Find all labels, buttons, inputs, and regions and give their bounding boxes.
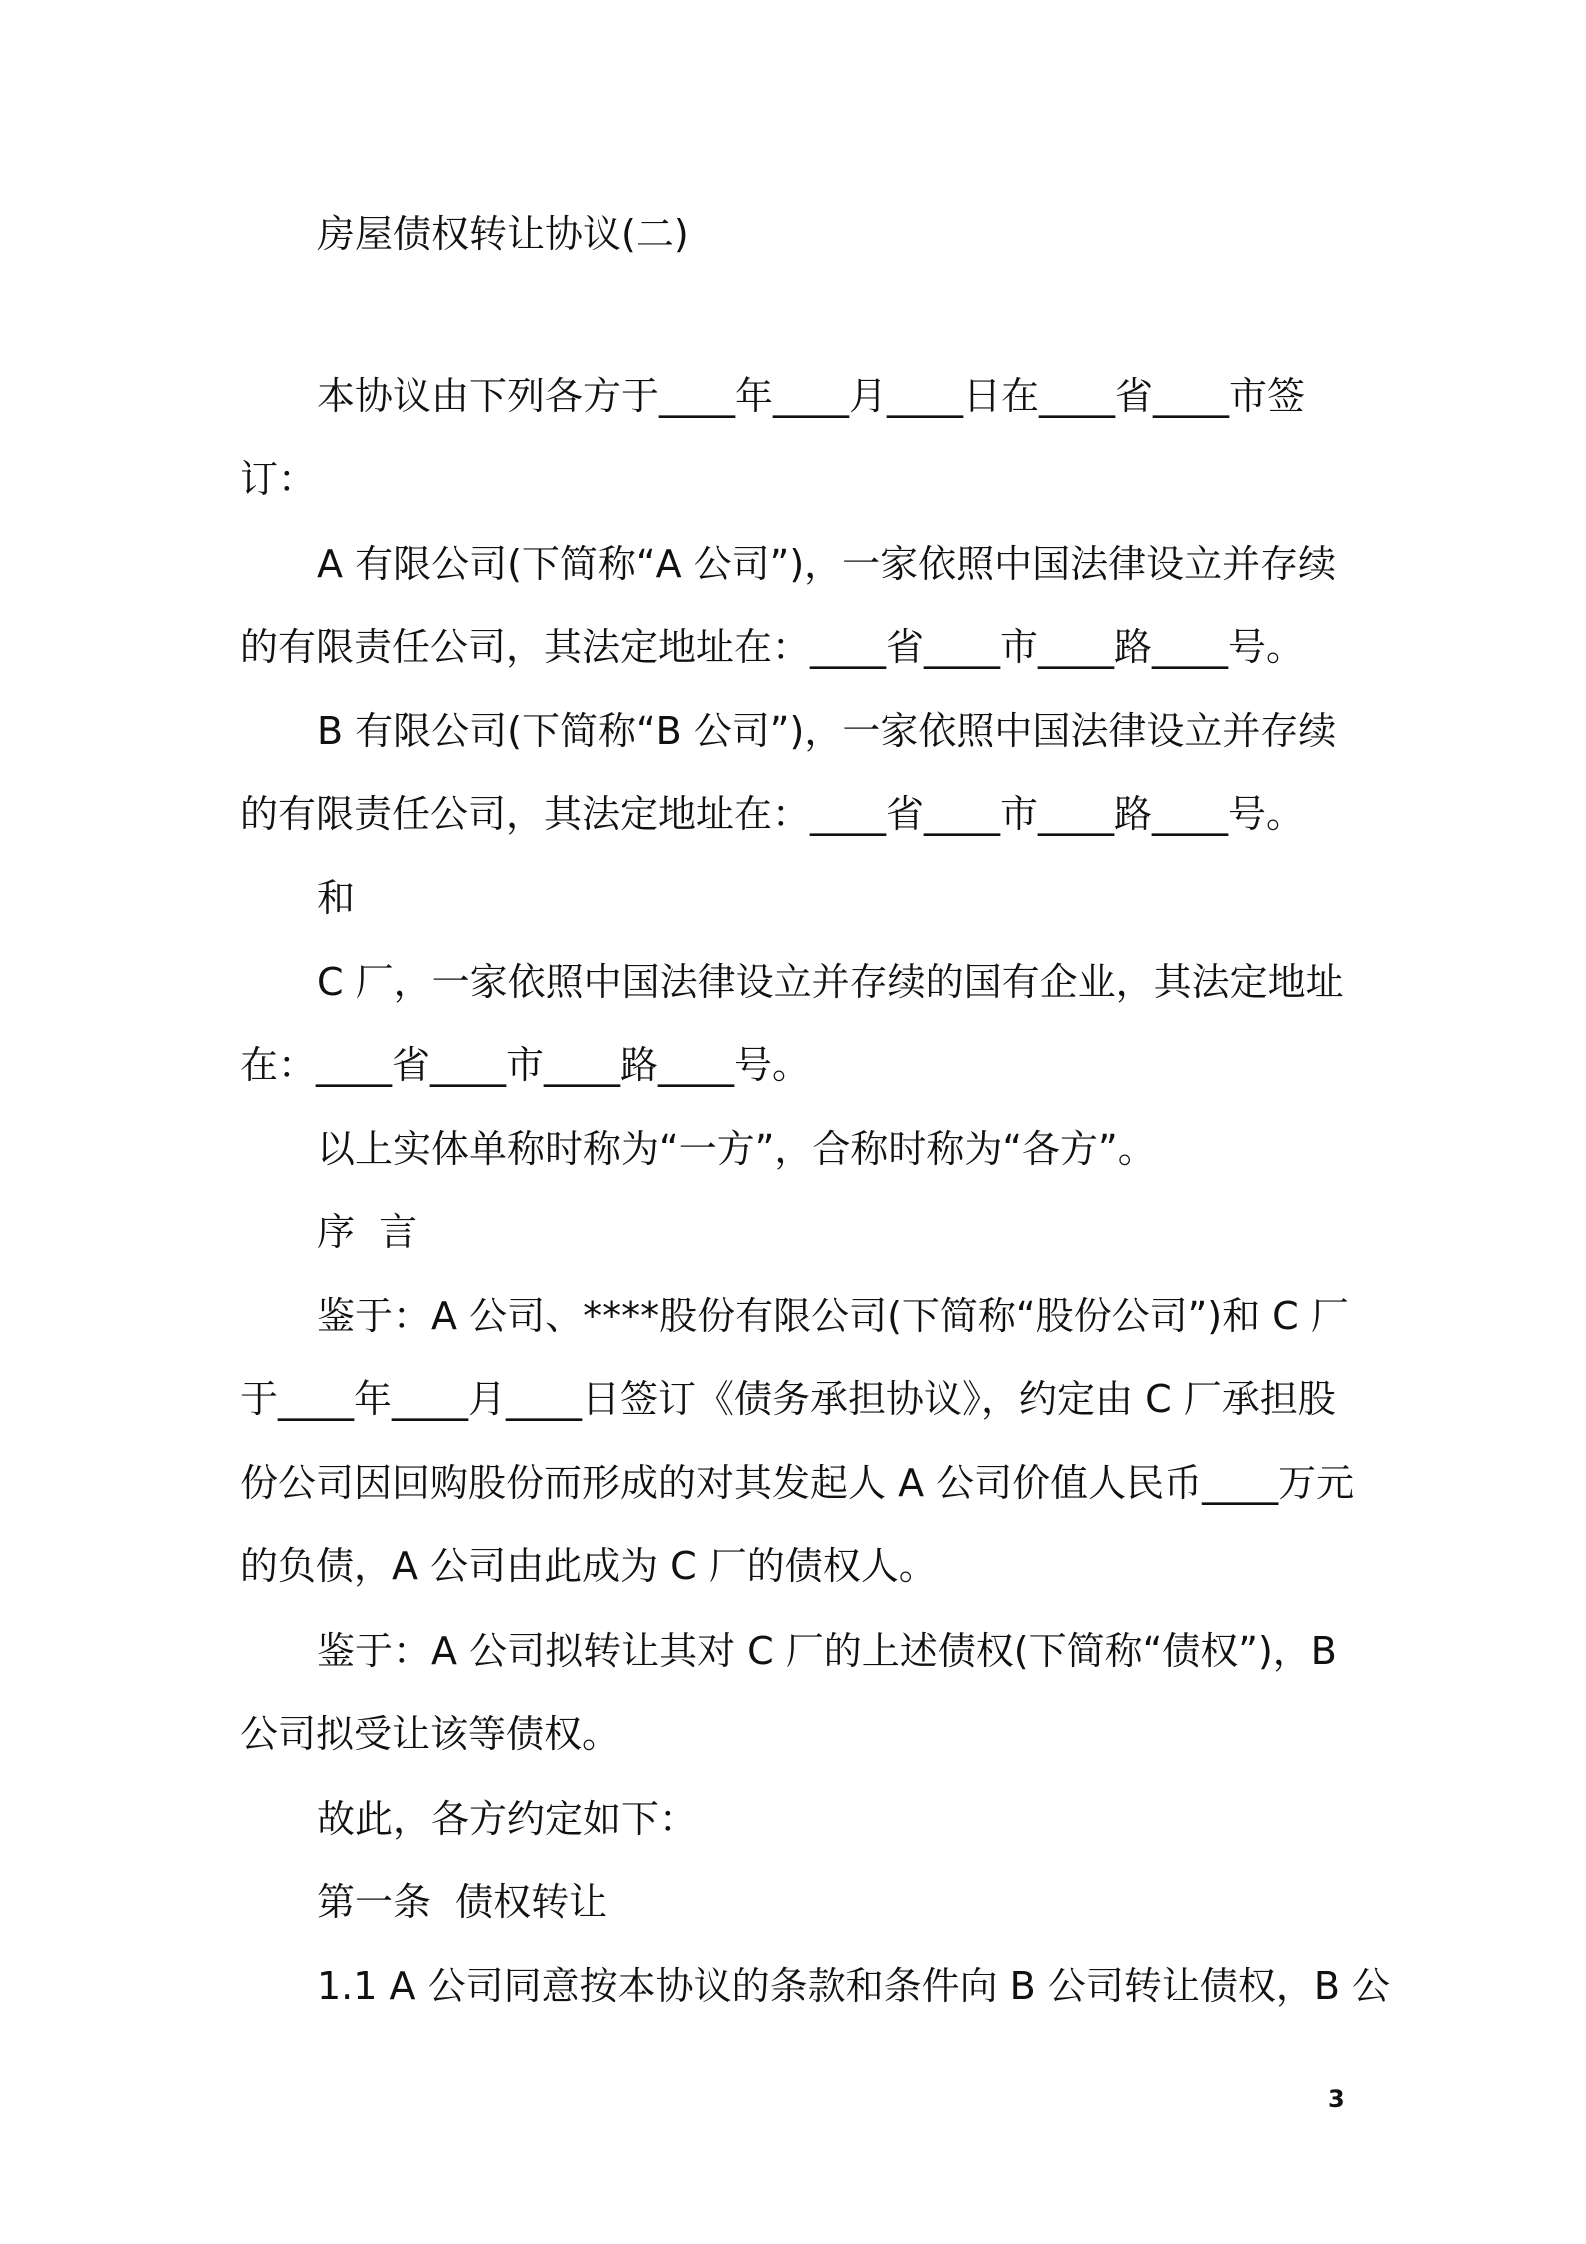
- paragraph-line: 的负债，A 公司由此成为 C 厂的债权人。: [240, 1544, 937, 1588]
- paragraph-line: 于____年____月____日签订《债务承担协议》，约定由 C 厂承担股: [240, 1377, 1336, 1421]
- section-heading-preamble: 序 言: [317, 1210, 418, 1254]
- paragraph-line: 份公司因回购股份而形成的对其发起人 A 公司价值人民币____万元: [240, 1461, 1355, 1505]
- paragraph-line: 故此，各方约定如下：: [317, 1797, 698, 1841]
- paragraph-line: 以上实体单称时称为“一方”，合称时称为“各方”。: [317, 1127, 1156, 1171]
- paragraph-line: 本协议由下列各方于____年____月____日在____省____市签: [317, 374, 1306, 418]
- paragraph-line: 鉴于：A 公司拟转让其对 C 厂的上述债权(下简称“债权”)，B: [317, 1629, 1337, 1673]
- paragraph-line: 的有限责任公司，其法定地址在：____省____市____路____号。: [240, 625, 1305, 669]
- paragraph-line: 公司拟受让该等债权。: [240, 1712, 621, 1756]
- paragraph-line: 鉴于：A 公司、****股份有限公司(下简称“股份公司”)和 C 厂: [317, 1294, 1349, 1338]
- paragraph-line: 订：: [240, 457, 317, 501]
- paragraph-line: B 有限公司(下简称“B 公司”)，一家依照中国法律设立并存续: [317, 709, 1337, 753]
- paragraph-line: A 有限公司(下简称“A 公司”)，一家依照中国法律设立并存续: [317, 542, 1337, 586]
- section-heading-article-1: 第一条 债权转让: [317, 1880, 608, 1924]
- paragraph-line: 在：____省____市____路____号。: [240, 1043, 811, 1087]
- paragraph-line: 的有限责任公司，其法定地址在：____省____市____路____号。: [240, 792, 1305, 836]
- document-title: 房屋债权转让协议(二): [317, 212, 689, 256]
- page-number: 3: [1328, 2085, 1345, 2113]
- paragraph-line: C 厂，一家依照中国法律设立并存续的国有企业，其法定地址: [317, 960, 1344, 1004]
- paragraph-line: 1.1 A 公司同意按本协议的条款和条件向 B 公司转让债权，B 公: [317, 1964, 1390, 2008]
- paragraph-line: 和: [317, 876, 356, 920]
